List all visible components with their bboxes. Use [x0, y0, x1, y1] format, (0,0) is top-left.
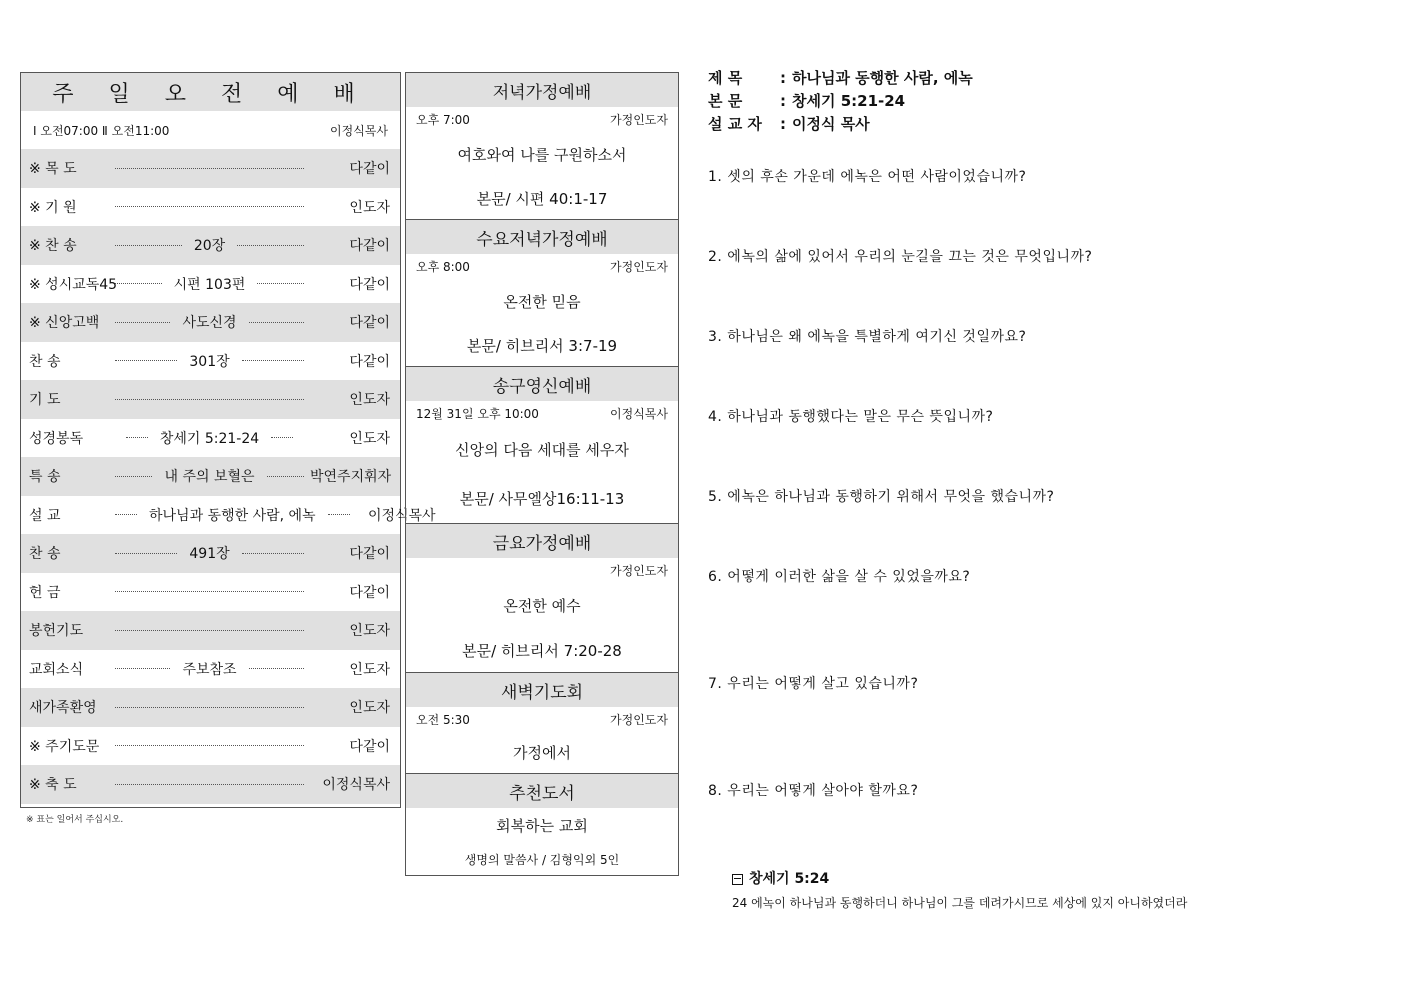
service-row [21, 342, 400, 381]
row-responsible: 인도자 [349, 199, 390, 216]
leader-dots [115, 707, 304, 708]
service-row [21, 496, 436, 535]
row-label: 성경봉독 [29, 430, 84, 447]
service-meta [406, 401, 678, 425]
service-row [21, 573, 400, 612]
service-title: 저녁가정예배 [406, 73, 678, 107]
question-2: 2. 에녹의 삶에 있어서 우리의 눈길을 끄는 것은 무엇입니까? [708, 249, 1093, 265]
leader-dots [115, 245, 182, 246]
leader-dots [115, 206, 304, 207]
leader-dots [242, 553, 304, 554]
service-times: Ⅰ 오전07:00 Ⅱ 오전11:00 [33, 123, 170, 138]
service-theme: 여호와여 나를 구원하소서 [457, 145, 627, 164]
row-item: 사도신경 [182, 315, 237, 332]
service-block [406, 367, 678, 524]
service-time: 오전 5:30 [416, 712, 470, 727]
service-leader: 이정식목사 [330, 123, 388, 138]
service-meta [406, 558, 678, 582]
leader-dots [115, 784, 304, 785]
row-content [109, 226, 310, 265]
service-title: 송구영신예배 [406, 367, 678, 401]
row-content [109, 688, 310, 727]
service-theme: 가정에서 [513, 744, 571, 762]
service-row [21, 457, 400, 496]
leader-dots [115, 514, 137, 515]
service-title: 수요저녁가정예배 [406, 220, 678, 254]
row-responsible: 다같이 [349, 161, 390, 178]
row-responsible: 다같이 [349, 738, 390, 755]
service-time: 오후 7:00 [416, 112, 470, 127]
service-meta [406, 254, 678, 278]
service-text: 생명의 말씀사 / 김형익외 5인 [464, 853, 620, 867]
service-row [21, 727, 400, 766]
row-item: 20장 [193, 238, 226, 255]
service-time: 오후 8:00 [416, 259, 470, 274]
sunday-service-panel [20, 72, 436, 808]
leader-dots [237, 245, 304, 246]
service-leader: 이정식목사 [610, 406, 668, 421]
row-item: 하나님과 동행한 사람, 에녹 [149, 507, 316, 524]
other-services-panel [405, 72, 679, 876]
service-block [406, 220, 678, 367]
row-responsible: 이정식목사 [322, 777, 390, 794]
leader-dots [115, 630, 304, 631]
service-block [406, 73, 678, 220]
row-item: 창세기 5:21-24 [159, 430, 260, 447]
service-row [21, 226, 400, 265]
row-label: ※ 신앙고백 [29, 315, 100, 332]
sermon-title-value: 하나님과 동행한 사람, 에녹 [792, 69, 973, 87]
row-responsible: 이정식목사 [367, 507, 436, 524]
service-leader: 가정인도자 [610, 112, 668, 127]
service-block [406, 774, 678, 877]
service-row [21, 188, 400, 227]
leader-dots [115, 668, 170, 669]
service-meta [406, 107, 678, 131]
service-row [21, 650, 400, 689]
service-title: 금요가정예배 [406, 524, 678, 558]
service-text: 본문/ 사무엘상16:11-13 [459, 490, 625, 508]
row-responsible: 다같이 [349, 276, 390, 293]
row-label: ※ 목 도 [29, 161, 77, 178]
row-label: ※ 찬 송 [29, 238, 77, 255]
leader-dots [115, 745, 304, 746]
service-text: 본문/ 히브리서 3:7-19 [466, 337, 618, 355]
row-content [109, 573, 310, 612]
sermon-preacher-row: 설 교 자 : 이정식 목사 [708, 114, 870, 133]
service-row [21, 765, 400, 804]
leader-dots [115, 476, 152, 477]
row-label: 새가족환영 [29, 700, 97, 717]
row-item: 301장 [189, 353, 230, 370]
row-content [109, 650, 310, 689]
row-content [109, 303, 310, 342]
service-theme: 온전한 믿음 [503, 292, 581, 311]
service-leader: 가정인도자 [610, 259, 668, 274]
service-row [21, 149, 400, 188]
row-label: 찬 송 [29, 546, 61, 563]
row-label: 찬 송 [29, 353, 61, 370]
leader-dots [328, 514, 350, 515]
standing-note: ※ 표는 일어서 주십시오. [26, 815, 124, 825]
service-row [21, 611, 400, 650]
row-label: 기 도 [29, 392, 61, 409]
row-content [109, 419, 310, 458]
sermon-preacher-value: 이정식 목사 [792, 115, 870, 133]
row-label: 봉헌기도 [29, 623, 84, 640]
service-title: 추천도서 [406, 774, 678, 808]
service-time: 12월 31일 오후 10:00 [416, 406, 539, 421]
row-responsible: 다같이 [349, 353, 390, 370]
order-of-service [21, 149, 436, 804]
row-label: 설 교 [29, 507, 61, 524]
service-times-row [21, 111, 400, 149]
question-5: 5. 에녹은 하나님과 동행하기 위해서 무엇을 했습니까? [708, 489, 1055, 505]
leader-dots [271, 437, 293, 438]
question-3: 3. 하나님은 왜 에녹을 특별하게 여기신 것일까요? [708, 329, 1027, 345]
service-leader: 가정인도자 [610, 563, 668, 578]
row-responsible: 다같이 [349, 315, 390, 332]
row-label: ※ 성시교독45 [29, 276, 118, 293]
service-block [406, 673, 678, 774]
row-label: 헌 금 [29, 584, 61, 601]
leader-dots [242, 360, 304, 361]
service-row [21, 265, 400, 304]
service-title: 새벽기도회 [406, 673, 678, 707]
row-item: 시편 103편 [173, 276, 246, 293]
row-responsible: 인도자 [349, 392, 390, 409]
row-content [109, 534, 310, 573]
row-content [109, 188, 310, 227]
service-row [21, 688, 400, 727]
row-responsible: 인도자 [349, 430, 390, 447]
question-6: 6. 어떻게 이러한 삶을 살 수 있었을까요? [708, 569, 971, 585]
sunday-service-title: 주 일 오 전 예 배 [21, 73, 400, 111]
row-content [109, 496, 356, 535]
row-label: ※ 주기도문 [29, 738, 100, 755]
service-row [21, 380, 400, 419]
service-text: 본문/ 시편 40:1-17 [476, 190, 608, 208]
row-responsible: 인도자 [349, 661, 390, 678]
row-responsible: 박연주지휘자 [310, 469, 392, 486]
row-label: 특 송 [29, 469, 61, 486]
leader-dots [115, 168, 304, 169]
service-theme: 회복하는 교회 [496, 816, 588, 835]
question-1: 1. 셋의 후손 가운데 에녹은 어떤 사람이었습니까? [708, 169, 1027, 185]
question-8: 8. 우리는 어떻게 살아야 할까요? [708, 783, 919, 799]
row-responsible: 다같이 [349, 238, 390, 255]
service-theme: 온전한 예수 [503, 596, 581, 615]
leader-dots [115, 591, 304, 592]
sermon-preacher-key: 설 교 자 [708, 115, 762, 133]
leader-dots [249, 322, 304, 323]
book-icon [732, 874, 743, 885]
row-content [109, 727, 310, 766]
row-item: 내 주의 보혈은 [164, 469, 255, 486]
leader-dots [126, 437, 148, 438]
verse-ref-text: 창세기 5:24 [749, 871, 830, 887]
sermon-title-row: 제 목 : 하나님과 동행한 사람, 에녹 [708, 68, 973, 87]
sermon-text-key: 본 문 [708, 92, 743, 110]
row-item: 주보참조 [182, 661, 237, 678]
leader-dots [115, 399, 304, 400]
question-4: 4. 하나님과 동행했다는 말은 무슨 뜻입니까? [708, 409, 994, 425]
sermon-text-row: 본 문 : 창세기 5:21-24 [708, 91, 906, 110]
leader-dots [115, 360, 177, 361]
sermon-header [708, 66, 1388, 135]
leader-dots [257, 283, 304, 284]
row-responsible: 인도자 [349, 623, 390, 640]
service-leader: 가정인도자 [610, 712, 668, 727]
verse-reference [732, 868, 829, 888]
row-content [109, 380, 310, 419]
row-label: 교회소식 [29, 661, 84, 678]
sermon-title-key: 제 목 [708, 69, 743, 87]
service-row [21, 419, 400, 458]
row-responsible: 인도자 [349, 700, 390, 717]
row-content [109, 342, 310, 381]
service-meta [406, 707, 678, 731]
row-responsible: 다같이 [349, 584, 390, 601]
verse-text: 24 에녹이 하나님과 동행하더니 하나님이 그를 데려가시므로 세상에 있지 아니하였더라 [732, 896, 1188, 910]
service-row [21, 303, 400, 342]
leader-dots [267, 476, 304, 477]
leader-dots [115, 283, 162, 284]
row-item: 491장 [189, 546, 230, 563]
sermon-text-value: 창세기 5:21-24 [792, 92, 906, 110]
service-theme: 신앙의 다음 세대를 세우자 [455, 440, 629, 459]
row-content [109, 149, 310, 188]
row-content [109, 765, 310, 804]
leader-dots [115, 322, 170, 323]
row-content [109, 611, 310, 650]
service-block [406, 524, 678, 673]
leader-dots [115, 553, 177, 554]
row-content [109, 265, 310, 304]
service-row [21, 534, 400, 573]
row-responsible: 다같이 [349, 546, 390, 563]
leader-dots [249, 668, 304, 669]
row-label: ※ 기 원 [29, 199, 77, 216]
question-7: 7. 우리는 어떻게 살고 있습니까? [708, 676, 919, 692]
row-label: ※ 축 도 [29, 777, 77, 794]
row-content [109, 457, 310, 496]
service-text: 본문/ 히브리서 7:20-28 [462, 642, 622, 660]
